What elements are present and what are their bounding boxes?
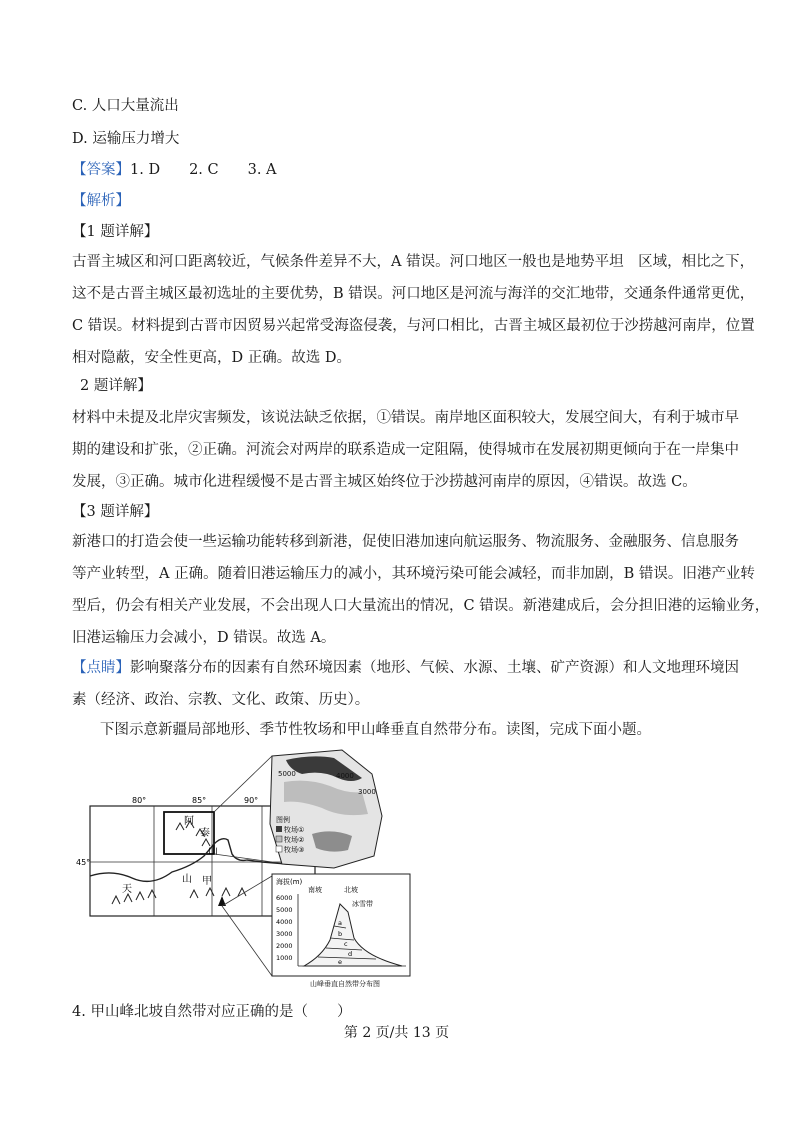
inset-contour-3000: 3000 [358,788,376,796]
legend-title: 图例 [276,816,290,824]
option-c: C. 人口大量流出 [72,98,179,114]
q2-body [72,402,739,498]
altai-label-3: 山 [208,846,218,857]
zone-tick: 2000 [276,942,293,950]
tip-line: 素（经济、政治、宗教、文化、政策、历史）。 [72,692,370,708]
zone-south: 南坡 [308,886,322,894]
legend-3: 牧场③ [284,846,305,854]
legend-2: 牧场② [284,836,305,844]
zone-tick: 3000 [276,930,293,938]
q1-body [72,246,755,374]
figure [72,744,412,994]
answer-label: 【答案】 [72,162,130,178]
legend-swatch-3 [276,846,282,852]
tip-text: 影响聚落分布的因素有自然环境因素（地形、气候、水源、土壤、矿产资源）和人文地理环境因 [130,660,739,676]
inset-contour-5000: 5000 [278,770,296,778]
zone-tick: 4000 [276,918,293,926]
zone-caption: 山峰垂直自然带分布图 [310,980,380,988]
q3-line: 等产业转型，A 正确。随着旧港运输压力的减小，其环境污染可能会减轻，而非加剧，B 错误。旧港产业转 [72,566,755,582]
lon-85: 85° [192,796,207,805]
legend-swatch-1 [276,826,282,832]
altai-label-1: 阿 [184,816,194,827]
q3-line: 旧港运输压力会减小，D 错误。故选 A。 [72,630,336,646]
q1-line: 相对隐蔽，安全性更高，D 正确。故选 D。 [72,350,351,366]
question-4: 4. 甲山峰北坡自然带对应正确的是（ ） [72,1004,352,1020]
lon-90: 90° [244,796,259,805]
q1-title: 【1 题详解】 [72,224,159,240]
legend-1: 牧场① [284,826,305,834]
pasture-inset [270,750,382,868]
q2-line: 期的建设和扩张，②正确。河流会对两岸的联系造成一定阻隔，使得城市在发展初期更倾向于在一岸集中 [72,442,739,458]
q3-title: 【3 题详解】 [72,504,159,520]
figure-intro: 下图示意新疆局部地形、季节性牧场和甲山峰垂直自然带分布。读图，完成下面小题。 [100,722,651,738]
zone-tick: 1000 [276,954,293,962]
lat-45: 45° [76,858,91,867]
tip-label: 【点睛】 [72,660,130,676]
zone-e: e [338,958,342,966]
lon-80: 80° [132,796,147,805]
option-d: D. 运输压力增大 [72,131,180,147]
tianshan-label-1: 天 [122,884,132,895]
tianshan-label-2: 山 [182,874,192,885]
zone-tick: 5000 [276,906,293,914]
zone-c: c [344,940,348,948]
zone-d: d [348,950,353,958]
altai-label-2: 泰 [200,828,210,839]
zone-b: b [338,930,343,938]
zone-ylabel: 海拔(m) [276,878,303,886]
q3-body [72,526,770,654]
zone-north: 北坡 [344,886,358,894]
q3-line: 型后，仍会有相关产业发展，不会出现人口大量流出的情况，C 错误。新港建成后，会分担旧港的运输业务， [72,598,770,614]
zone-a: a [338,919,342,927]
vertical-zone-chart [272,874,410,988]
q1-line: 古晋主城区和河口距离较近，气候条件差异不大，A 错误。河口地区一般也是地势平坦 区域，相比之下， [72,254,755,270]
tip-body [72,652,739,716]
zone-snow: 冰雪带 [352,900,373,908]
q2-title: 2 题详解】 [80,378,152,394]
jia-label: 甲 [202,876,212,887]
q3-line: 新港口的打造会使一些运输功能转移到新港，促使旧港加速向航运服务、物流服务、金融服务、信息服务 [72,534,739,550]
q1-line: 这不是古晋主城区最初选址的主要优势，B 错误。河口地区是河流与海洋的交汇地带，交通条件通常更优， [72,286,755,302]
q2-line: 发展，③正确。城市化进程缓慢不是古晋主城区始终位于沙捞越河南岸的原因，④错误。故选 C。 [72,474,697,490]
q1-line: C 错误。材料提到古晋市因贸易兴起常受海盗侵袭，与河口相比，古晋主城区最初位于沙捞越河南岸，位置 [72,318,755,334]
inset-contour-4000: 4000 [336,772,354,780]
answer-value: 1. D 2. C 3. A [130,162,277,178]
legend-swatch-2 [276,836,282,842]
map-figure [72,744,412,994]
tip-line [72,652,739,684]
analysis-label: 【解析】 [72,193,130,209]
answer-line [72,160,277,180]
zone-tick: 6000 [276,894,293,902]
page-footer: 第 2 页/共 13 页 [343,1025,450,1041]
q2-line: 材料中未提及北岸灾害频发，该说法缺乏依据，①错误。南岸地区面积较大，发展空间大，有利于城市早 [72,410,739,426]
